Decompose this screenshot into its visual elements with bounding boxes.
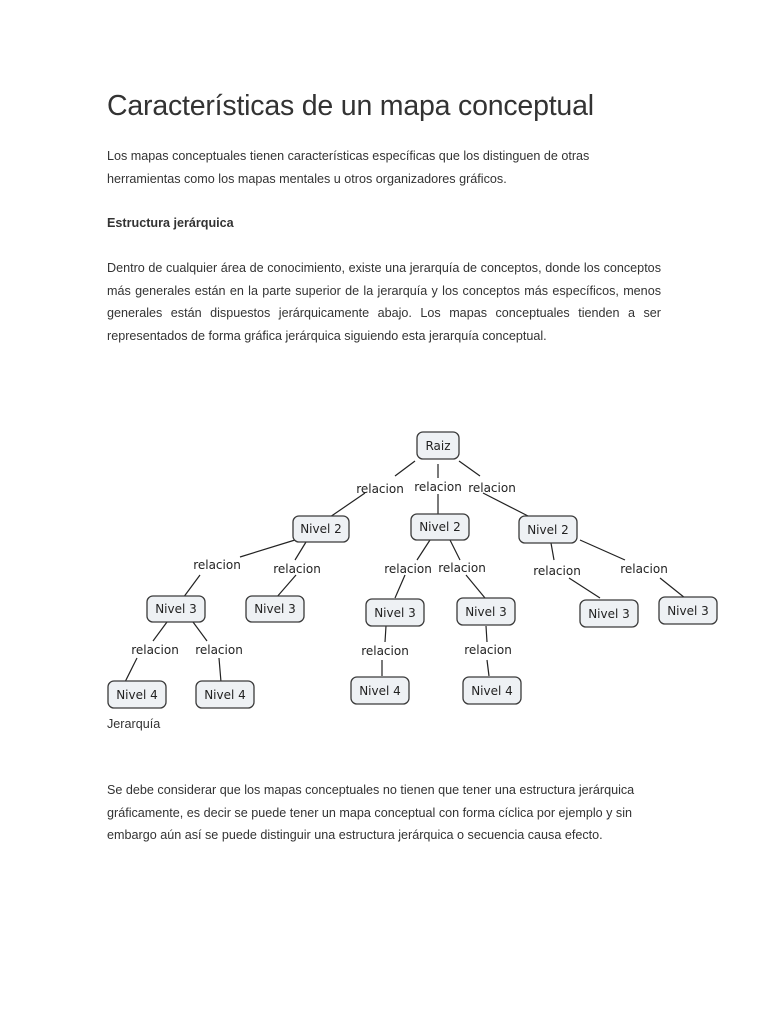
relation-label: relacion	[361, 644, 409, 658]
node-label: Nivel 3	[667, 604, 709, 618]
relation-label: relacion	[464, 643, 512, 657]
figure-caption: Jerarquía	[107, 717, 161, 731]
edge	[395, 575, 405, 598]
page-title: Características de un mapa conceptual	[107, 90, 594, 122]
concept-node-level-3	[457, 598, 515, 625]
node-label: Nivel 3	[374, 606, 416, 620]
relation-label: relacion	[468, 481, 516, 495]
relation-label: relacion	[273, 562, 321, 576]
relation-label: relacion	[356, 482, 404, 496]
edge	[486, 626, 487, 642]
concept-node-level-4	[108, 681, 166, 708]
node-label: Nivel 3	[465, 605, 507, 619]
concept-node-level-2	[293, 516, 349, 542]
concept-node-level-3	[147, 596, 205, 622]
edge	[183, 575, 200, 598]
edge	[569, 578, 600, 598]
node-label: Nivel 2	[527, 523, 569, 537]
edge	[385, 626, 386, 642]
relation-label: relacion	[193, 558, 241, 572]
node-label: Nivel 4	[204, 688, 246, 702]
edge	[193, 622, 207, 641]
edge	[125, 658, 137, 682]
section-paragraph: Dentro de cualquier área de conocimiento, existe una jerarquía de conceptos, donde los conceptos más generales están en la parte superior de la jerarquía y los conceptos más específicos, menos generales están dispuestos jerárquicamente abajo. Los mapas conceptuales tienden a ser representados de forma gráfica jerárquica siguiendo esta jerarquía conceptual.	[107, 261, 661, 343]
edge	[580, 540, 625, 560]
hierarchy-diagram	[95, 420, 725, 715]
edge	[487, 660, 489, 676]
relation-label: relacion	[195, 643, 243, 657]
relation-labels	[131, 480, 668, 658]
node-label: Nivel 3	[155, 602, 197, 616]
node-label: Nivel 4	[471, 684, 513, 698]
edge	[483, 493, 530, 517]
concept-node-level-2	[519, 516, 577, 543]
edge	[417, 540, 430, 560]
node-label: Nivel 4	[116, 688, 158, 702]
concept-node-level-4	[196, 681, 254, 708]
edge	[450, 540, 460, 560]
relation-label: relacion	[620, 562, 668, 576]
relation-label: relacion	[414, 480, 462, 494]
concept-node-level-3	[366, 599, 424, 626]
concept-node-level-4	[463, 677, 521, 704]
concept-node-root	[417, 432, 459, 459]
concept-node-level-3	[246, 596, 304, 622]
node-label: Nivel 2	[300, 522, 342, 536]
edge	[551, 543, 554, 560]
node-label: Raiz	[425, 439, 451, 453]
intro-paragraph: Los mapas conceptuales tienen características específicas que los distinguen de otras herramientas como los mapas mentales u otros organizadores gráficos.	[107, 149, 590, 186]
edge	[660, 578, 685, 598]
edge	[466, 575, 485, 598]
relation-label: relacion	[438, 561, 486, 575]
relation-label: relacion	[384, 562, 432, 576]
section-heading: Estructura jerárquica	[107, 216, 234, 230]
concept-node-level-3	[580, 600, 638, 627]
node-label: Nivel 4	[359, 684, 401, 698]
edge	[240, 540, 295, 557]
edge	[395, 461, 415, 476]
edge	[153, 622, 167, 641]
edge	[459, 461, 480, 476]
edge	[276, 575, 296, 598]
edge	[330, 493, 365, 517]
relation-label: relacion	[533, 564, 581, 578]
concept-node-level-4	[351, 677, 409, 704]
concept-node-level-2	[411, 514, 469, 540]
node-label: Nivel 2	[419, 520, 461, 534]
node-label: Nivel 3	[588, 607, 630, 621]
edge	[295, 542, 306, 560]
relation-label: relacion	[131, 643, 179, 657]
node-label: Nivel 3	[254, 602, 296, 616]
concept-node-level-3	[659, 597, 717, 624]
edge	[219, 658, 221, 682]
closing-paragraph: Se debe considerar que los mapas conceptuales no tienen que tener una estructura jerárquica gráficamente, es decir se puede tener un mapa conceptual con forma cíclica por ejemplo y sin embargo aún así se puede distinguir una estructura jerárquica o secuencia causa efecto.	[107, 783, 635, 842]
